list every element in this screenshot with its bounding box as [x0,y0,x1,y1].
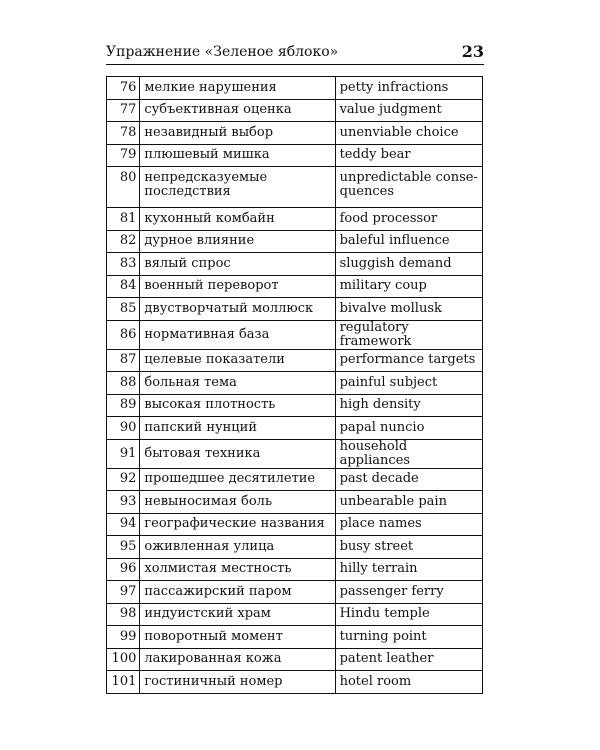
row-number: 85 [107,298,140,321]
table-row [107,275,483,298]
english-phrase: unbearable pain [335,491,482,514]
table-row [107,558,483,581]
row-number: 83 [107,253,140,276]
table-row [107,77,483,100]
english-phrase: food processor [335,208,482,231]
russian-phrase: высокая плотность [140,394,335,417]
row-number: 95 [107,536,140,559]
english-phrase: regulatory framework [335,320,482,349]
russian-phrase: оживленная улица [140,536,335,559]
russian-phrase: незавидный выбор [140,122,335,145]
row-number: 101 [107,671,140,694]
header-divider [106,64,484,65]
russian-phrase: поворотный момент [140,626,335,649]
row-number: 78 [107,122,140,145]
russian-phrase: двустворчатый моллюск [140,298,335,321]
row-number: 99 [107,626,140,649]
row-number: 77 [107,99,140,122]
row-number: 79 [107,144,140,167]
row-number: 82 [107,230,140,253]
russian-phrase: географические названия [140,513,335,536]
row-number: 98 [107,603,140,626]
russian-phrase: дурное влияние [140,230,335,253]
russian-phrase: пассажирский паром [140,581,335,604]
english-phrase: turning point [335,626,482,649]
table-row [107,208,483,231]
russian-phrase: индуистский храм [140,603,335,626]
table-row [107,394,483,417]
english-phrase: military coup [335,275,482,298]
row-number: 86 [107,320,140,349]
russian-phrase: военный переворот [140,275,335,298]
russian-phrase: гостиничный номер [140,671,335,694]
row-number: 90 [107,417,140,440]
russian-phrase: вялый спрос [140,253,335,276]
table-row [107,491,483,514]
english-phrase: high density [335,394,482,417]
table-row [107,671,483,694]
english-phrase: teddy bear [335,144,482,167]
russian-phrase: холмистая местность [140,558,335,581]
english-phrase: value judgment [335,99,482,122]
english-phrase: baleful influence [335,230,482,253]
english-phrase: patent leather [335,648,482,671]
table-row [107,230,483,253]
table-row [107,439,483,468]
english-phrase: unpredictable conse- quences [335,167,482,208]
russian-phrase: субъективная оценка [140,99,335,122]
table-row [107,648,483,671]
table-row [107,372,483,395]
english-phrase: Hindu temple [335,603,482,626]
page-number: 23 [461,42,484,61]
vocabulary-table [106,76,483,694]
russian-phrase: кухонный комбайн [140,208,335,231]
table-row [107,253,483,276]
english-phrase: passenger ferry [335,581,482,604]
russian-phrase: невыносимая боль [140,491,335,514]
table-row [107,626,483,649]
english-phrase: past decade [335,468,482,491]
english-phrase: busy street [335,536,482,559]
row-number: 97 [107,581,140,604]
page-title: Упражнение «Зеленое яблоко» [106,44,339,60]
page-header [106,42,484,64]
english-phrase: performance targets [335,349,482,372]
row-number: 93 [107,491,140,514]
row-number: 88 [107,372,140,395]
russian-phrase: папский нунций [140,417,335,440]
english-phrase: painful subject [335,372,482,395]
russian-phrase: плюшевый мишка [140,144,335,167]
russian-phrase: непредсказуемые последствия [140,167,335,208]
table-row [107,298,483,321]
row-number: 96 [107,558,140,581]
russian-phrase: целевые показатели [140,349,335,372]
row-number: 100 [107,648,140,671]
row-number: 76 [107,77,140,100]
english-phrase: place names [335,513,482,536]
table-row [107,167,483,208]
row-number: 80 [107,167,140,208]
russian-phrase: лакированная кожа [140,648,335,671]
table-row [107,417,483,440]
table-row [107,122,483,145]
row-number: 81 [107,208,140,231]
english-phrase: papal nuncio [335,417,482,440]
table-row [107,349,483,372]
english-phrase: sluggish demand [335,253,482,276]
table-row [107,320,483,349]
vocabulary-table-body [107,77,483,694]
russian-phrase: бытовая техника [140,439,335,468]
row-number: 89 [107,394,140,417]
row-number: 91 [107,439,140,468]
english-phrase: petty infractions [335,77,482,100]
table-row [107,536,483,559]
row-number: 92 [107,468,140,491]
table-row [107,513,483,536]
table-row [107,581,483,604]
english-phrase: household appliances [335,439,482,468]
table-row [107,468,483,491]
english-phrase: hotel room [335,671,482,694]
russian-phrase: нормативная база [140,320,335,349]
russian-phrase: мелкие нарушения [140,77,335,100]
russian-phrase: больная тема [140,372,335,395]
table-row [107,99,483,122]
row-number: 84 [107,275,140,298]
row-number: 94 [107,513,140,536]
table-row [107,144,483,167]
english-phrase: bivalve mollusk [335,298,482,321]
table-row [107,603,483,626]
russian-phrase: прошедшее десятилетие [140,468,335,491]
row-number: 87 [107,349,140,372]
english-phrase: unenviable choice [335,122,482,145]
english-phrase: hilly terrain [335,558,482,581]
